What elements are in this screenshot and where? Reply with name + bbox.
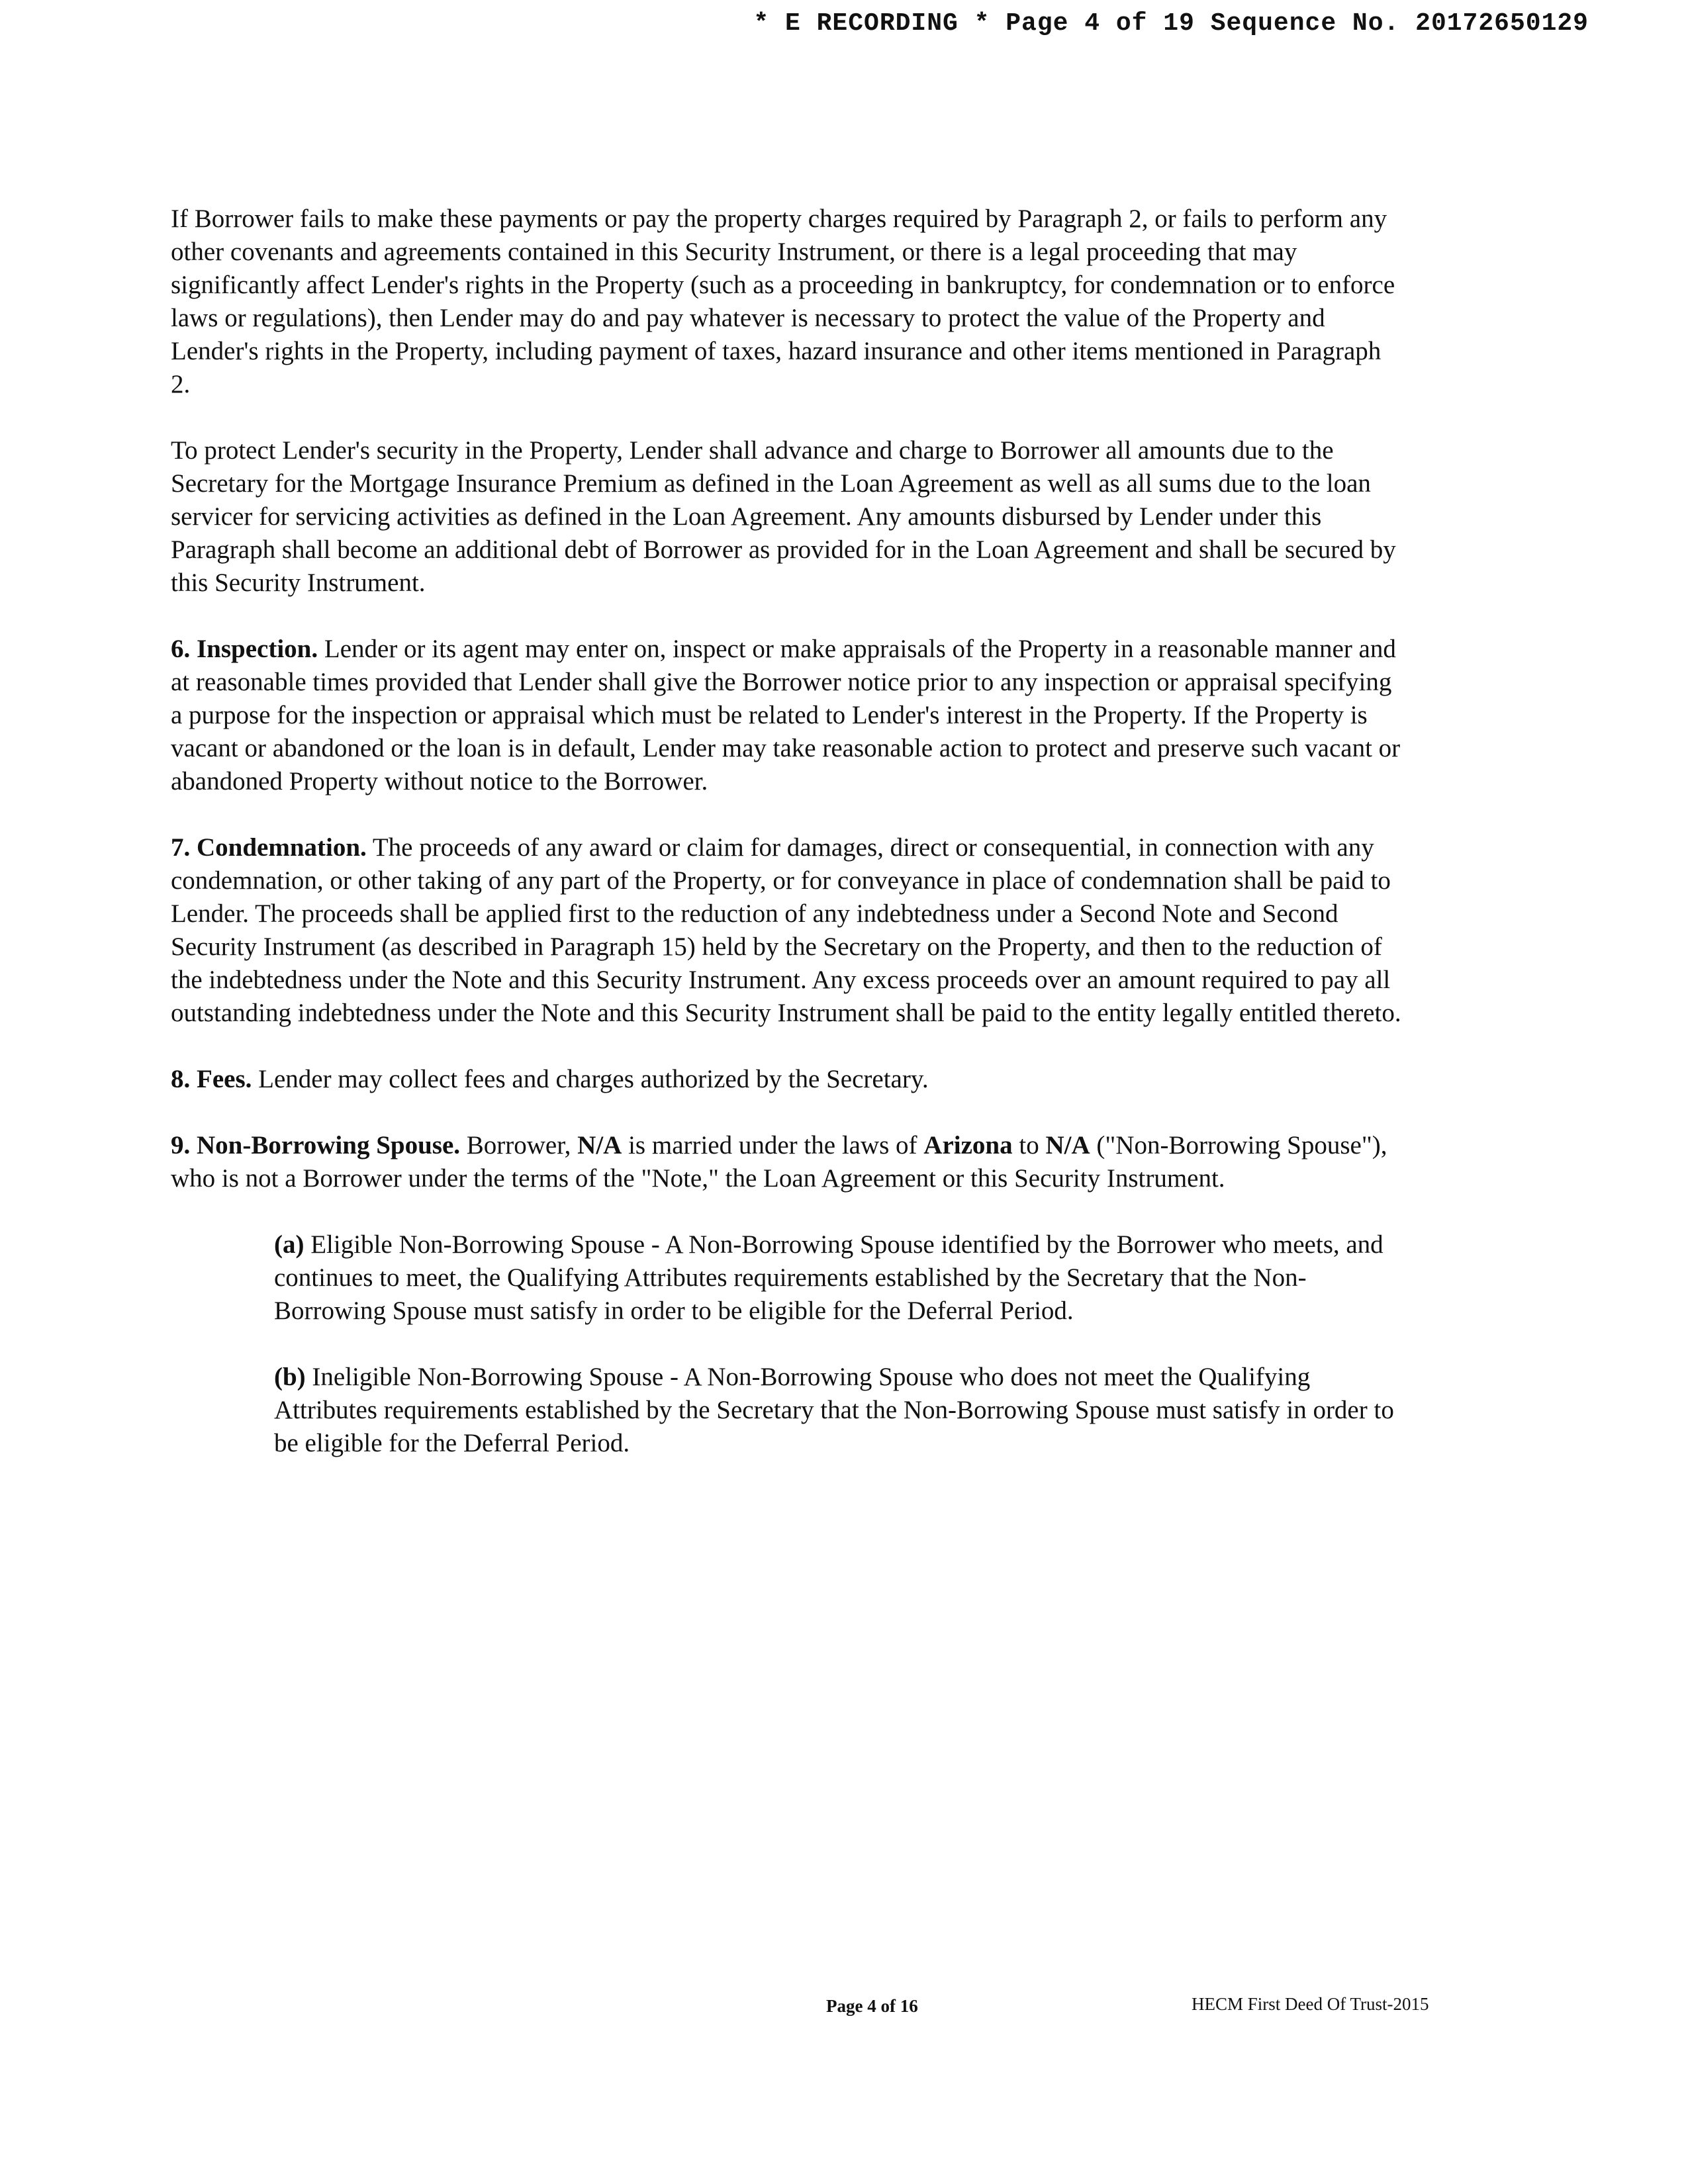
footer-form-name: HECM First Deed Of Trust-2015 [1192,1994,1429,2014]
subsection-label: (b) [274,1363,306,1391]
section-heading: 8. Fees. [171,1065,252,1093]
spouse-name-value: N/A [1045,1131,1090,1160]
footer-page-number: Page 4 of 16 [826,1996,918,2016]
document-body [171,203,1402,1493]
paragraph-protect-security: To protect Lender's security in the Property, Lender shall advance and charge to Borrower all amounts due to the Secretary for the Mortgage Insurance Premium as defined in the Loan Agreement as well as all sums due to the loan servicer for servicing activities as defined in the Loan Agreement. Any amounts disbursed by Lender under this Paragraph shall become an additional debt of Borrower as provided for in the Loan Agreement and shall be secured by this Security Instrument. [171,436,1396,597]
paragraph-borrower-failure: If Borrower fails to make these payments or pay the property charges required by Paragraph 2, or fails to perform any other covenants and agreements contained in this Security Instrument, or there is a legal proceeding that may significantly affect Lender's rights in the Property (such as a proceeding in bankruptcy, for condemnation or to enforce laws or regulations), then Lender may do and pay whatever is necessary to protect the value of the Property and Lender's rights in the Property, including payment of taxes, hazard insurance and other items mentioned in Paragraph 2. [171,205,1395,398]
section-text: The proceeds of any award or claim for damages, direct or consequential, in connection with any condemnation, or other taking of any part of the Property, or for conveyance in place of condemnation shall be paid to Lender. The proceeds shall be applied first to the reduction of any indebtedness under a Second Note and Second Security Instrument (as described in Paragraph 15) held by the Secretary on the Property, and then to the reduction of the indebtedness under the Note and this Security Instrument. Any excess proceeds over an amount required to pay all outstanding indebtedness under the Note and this Security Instrument shall be paid to the entity legally entitled thereto. [171,833,1401,1027]
section-inspection [171,633,1402,798]
subsection-text: Ineligible Non-Borrowing Spouse - A Non-Borrowing Spouse who does not meet the Qualifying Attributes requirements established by the Secretary that the Non-Borrowing Spouse must satisfy in order to be eligible for the Deferral Period. [274,1363,1394,1457]
section-text: Borrower, [460,1131,571,1160]
section-text: ("Non-Borrowing Spouse"), who is not a Borrower under the terms of the "Note," the Loan Agreement or this Security Instrument. [171,1131,1387,1193]
recording-header: * E RECORDING * Page 4 of 19 Sequence No. 20172650129 [753,9,1589,38]
subsection-ineligible-spouse [274,1361,1402,1460]
section-non-borrowing-spouse [171,1129,1402,1195]
subsection-text: Eligible Non-Borrowing Spouse - A Non-Borrowing Spouse identified by the Borrower who meets, and continues to meet, the Qualifying Attributes requirements established by the Secretary that the Non-Borrowing Spouse must satisfy in order to be eligible for the Deferral Period. [274,1230,1383,1325]
section-heading: 9. Non-Borrowing Spouse. [171,1131,461,1160]
section-fees [171,1063,1402,1096]
subsection-eligible-spouse [274,1228,1402,1328]
section-heading: 6. Inspection. [171,635,318,663]
state-value: Arizona [923,1131,1013,1160]
section-text: Lender or its agent may enter on, inspect or make appraisals of the Property in a reasonable manner and at reasonable times provided that Lender shall give the Borrower notice prior to any inspection or appraisal specifying a purpose for the inspection or appraisal which must be related to Lender's interest in the Property. If the Property is vacant or abandoned or the loan is in default, Lender may take reasonable action to protect and preserve such vacant or abandoned Property without notice to the Borrower. [171,635,1401,796]
section-condemnation [171,831,1402,1030]
subsection-label: (a) [274,1230,305,1259]
section-heading: 7. Condemnation. [171,833,367,862]
section-text: is married under the laws of [622,1131,924,1160]
section-text: to [1012,1131,1046,1160]
section-text: Lender may collect fees and charges authorized by the Secretary. [252,1065,929,1093]
borrower-name-value: N/A [571,1131,622,1160]
